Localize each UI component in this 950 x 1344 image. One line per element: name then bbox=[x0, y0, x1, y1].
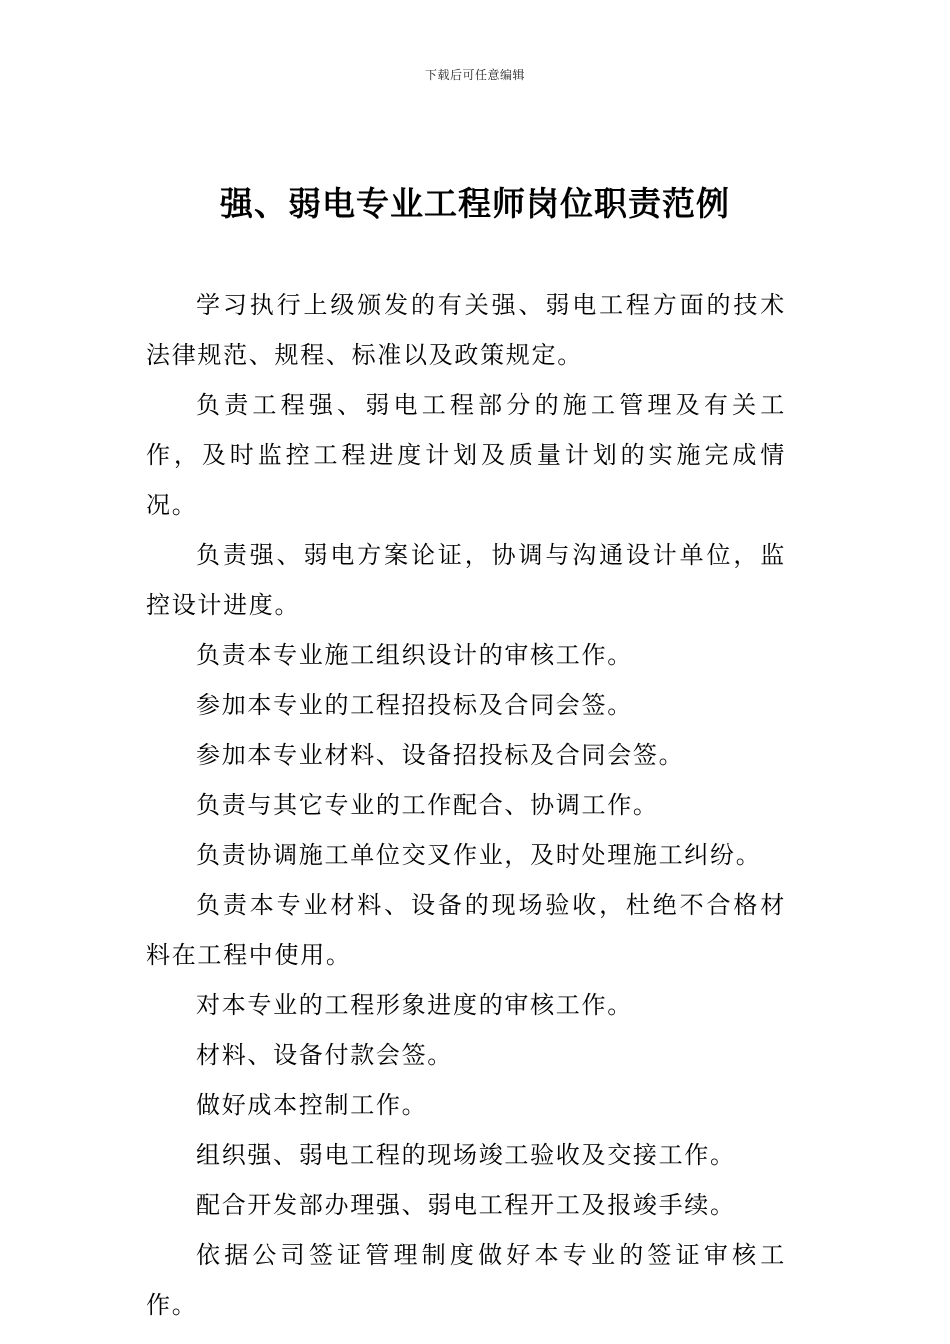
paragraph: 学习执行上级颁发的有关强、弱电工程方面的技术法律规范、规程、标准以及政策规定。 bbox=[146, 291, 786, 369]
paragraph: 参加本专业材料、设备招投标及合同会签。 bbox=[196, 741, 685, 769]
paragraph: 负责本专业材料、设备的现场验收，杜绝不合格材料在工程中使用。 bbox=[146, 891, 786, 969]
document-body bbox=[146, 280, 786, 1330]
paragraph: 做好成本控制工作。 bbox=[196, 1091, 428, 1119]
document-title: 强、弱电专业工程师岗位职责范例 bbox=[220, 184, 730, 223]
paragraph: 依据公司签证管理制度做好本专业的签证审核工作。 bbox=[146, 1241, 786, 1319]
paragraph: 负责协调施工单位交叉作业，及时处理施工纠纷。 bbox=[196, 841, 762, 869]
paragraph: 参加本专业的工程招投标及合同会签。 bbox=[196, 691, 633, 719]
paragraph: 负责强、弱电方案论证，协调与沟通设计单位，监控设计进度。 bbox=[146, 541, 786, 619]
paragraph: 组织强、弱电工程的现场竣工验收及交接工作。 bbox=[196, 1141, 736, 1169]
paragraph: 负责本专业施工组织设计的审核工作。 bbox=[196, 641, 633, 669]
paragraph: 负责与其它专业的工作配合、协调工作。 bbox=[196, 791, 659, 819]
paragraph: 对本专业的工程形象进度的审核工作。 bbox=[196, 991, 633, 1019]
header-note: 下载后可任意编辑 bbox=[424, 68, 525, 82]
paragraph: 材料、设备付款会签。 bbox=[196, 1041, 453, 1069]
paragraph: 负责工程强、弱电工程部分的施工管理及有关工作，及时监控工程进度计划及质量计划的实施完成情况。 bbox=[146, 391, 786, 519]
paragraph: 配合开发部办理强、弱电工程开工及报竣手续。 bbox=[196, 1191, 736, 1219]
